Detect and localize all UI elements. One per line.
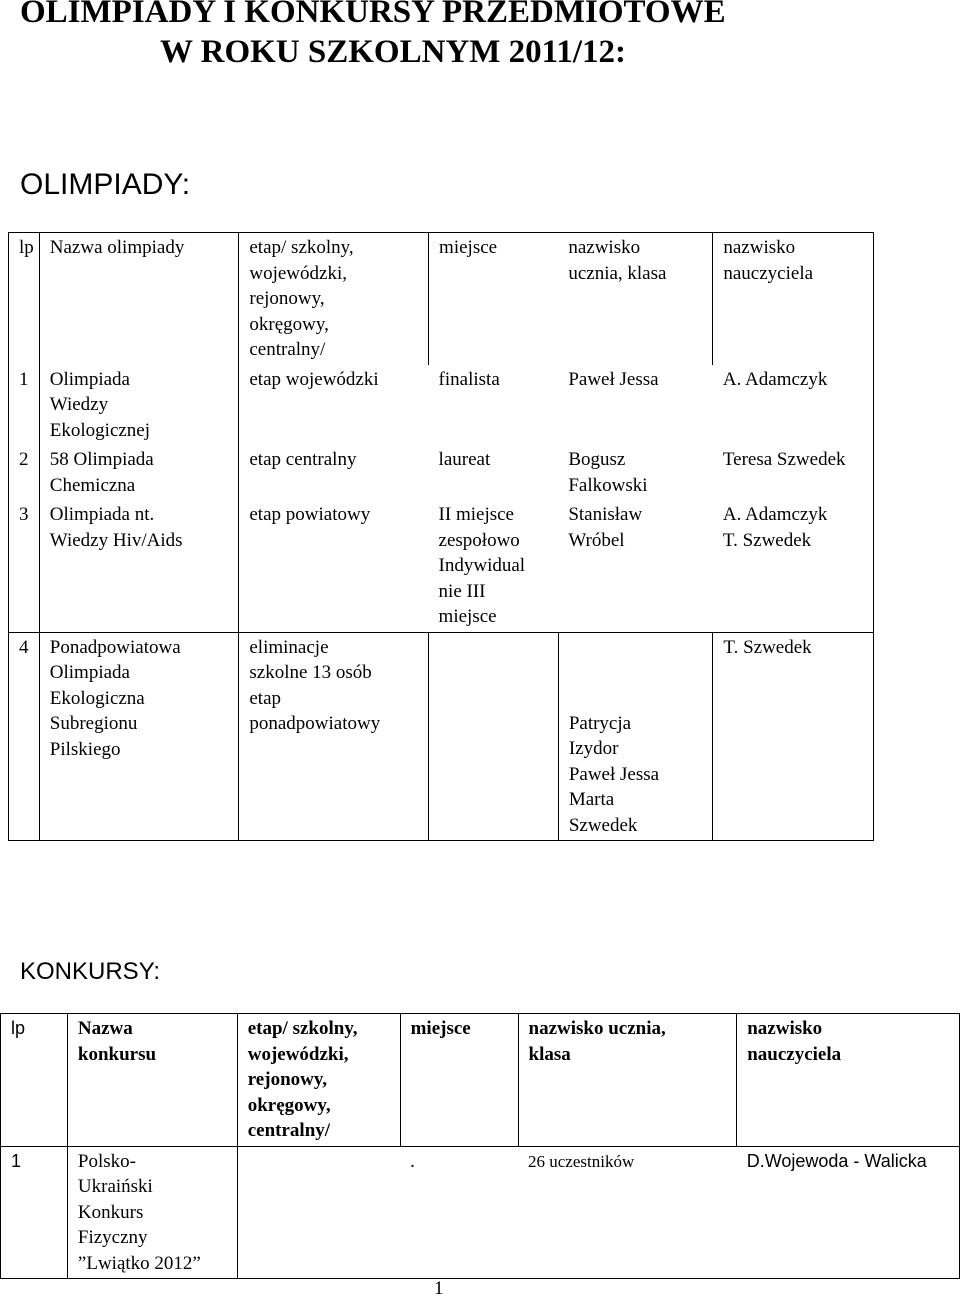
cell-uczen: Patrycja Izydor Paweł Jessa Marta Szwedek [558, 632, 713, 841]
header-uczen: nazwisko ucznia, klasa [518, 1014, 737, 1147]
cell-nazwa: 58 Olimpiada Chemiczna [39, 445, 239, 500]
cell-lp: 1 [1, 1146, 68, 1279]
cell-nazwa: Olimpiada nt. Wiedzy Hiv/Aids [39, 500, 239, 632]
cell-miejsce [429, 632, 559, 841]
cell-etap: eliminacje szkolne 13 osób etap ponadpowiatowy [239, 632, 429, 841]
document-title-line-2: W ROKU SZKOLNYM 2011/12: [160, 34, 627, 70]
cell-miejsce: finalista [438, 368, 500, 390]
document-title-line-1: OLIMPIADY I KONKURSY PRZEDMIOTOWE [20, 0, 726, 30]
header-nauczyciel: nazwisko nauczyciela [713, 233, 874, 365]
cell-uczen: 26 uczestników [518, 1146, 737, 1279]
header-lp: lp [1, 1014, 68, 1147]
cell-uczen: Paweł Jessa [568, 368, 659, 390]
olimpiady-header-row [9, 233, 874, 365]
konkursy-heading: KONKURSY: [20, 958, 161, 985]
cell-nauczyciel: D.Wojewoda - Walicka [737, 1146, 960, 1279]
konkursy-table [0, 1013, 960, 1279]
cell-nauczyciel: A. Adamczyk [713, 365, 874, 446]
cell-nazwa: Olimpiada Wiedzy Ekologicznej [39, 365, 239, 446]
olimpiady-heading: OLIMPIADY: [20, 168, 191, 201]
table-row [9, 632, 874, 841]
header-etap: etap/ szkolny, wojewódzki, rejonowy, okręgowy, centralny/ [237, 1014, 400, 1147]
table-row [9, 445, 874, 500]
cell-miejsce: II miejsce zespołowo Indywidual nie III miejsce [438, 504, 526, 627]
cell-etap: etap centralny [239, 445, 429, 500]
cell-nazwa: Polsko- Ukraiński Konkurs Fizyczny ”Lwiątko 2012” [67, 1146, 237, 1279]
table-row [9, 365, 874, 446]
header-uczen: nazwisko ucznia, klasa [558, 233, 713, 365]
header-miejsce: miejsce [429, 233, 559, 365]
cell-lp: 4 [9, 632, 40, 841]
olimpiady-table [8, 232, 874, 841]
header-nauczyciel: nazwisko nauczyciela [737, 1014, 960, 1147]
cell-uczen: Stanisław Wróbel [568, 504, 643, 551]
cell-etap: etap wojewódzki [239, 365, 429, 446]
konkursy-header-row [1, 1014, 960, 1147]
cell-uczen: Bogusz Falkowski [568, 449, 648, 496]
cell-etap [237, 1146, 400, 1279]
header-nazwa: Nazwa konkursu [67, 1014, 237, 1147]
cell-lp: 2 [9, 445, 40, 500]
cell-nazwa: Ponadpowiatowa Olimpiada Ekologiczna Subregionu Pilskiego [39, 632, 239, 841]
table-row [1, 1146, 960, 1279]
cell-lp: 1 [9, 365, 40, 446]
cell-lp: 3 [9, 500, 40, 632]
header-nazwa: Nazwa olimpiady [39, 233, 239, 365]
cell-nauczyciel: T. Szwedek [713, 632, 874, 841]
header-lp: lp [9, 233, 40, 365]
cell-etap: etap powiatowy [239, 500, 429, 632]
cell-miejsce: . [400, 1146, 518, 1279]
header-etap: etap/ szkolny, wojewódzki, rejonowy, okręgowy, centralny/ [239, 233, 429, 365]
cell-nauczyciel: Teresa Szwedek [713, 445, 874, 500]
page-number: 1 [434, 1278, 444, 1299]
table-row [9, 500, 874, 632]
header-miejsce: miejsce [400, 1014, 518, 1147]
cell-miejsce: laureat [438, 449, 491, 470]
cell-nauczyciel: A. Adamczyk T. Szwedek [713, 500, 874, 632]
